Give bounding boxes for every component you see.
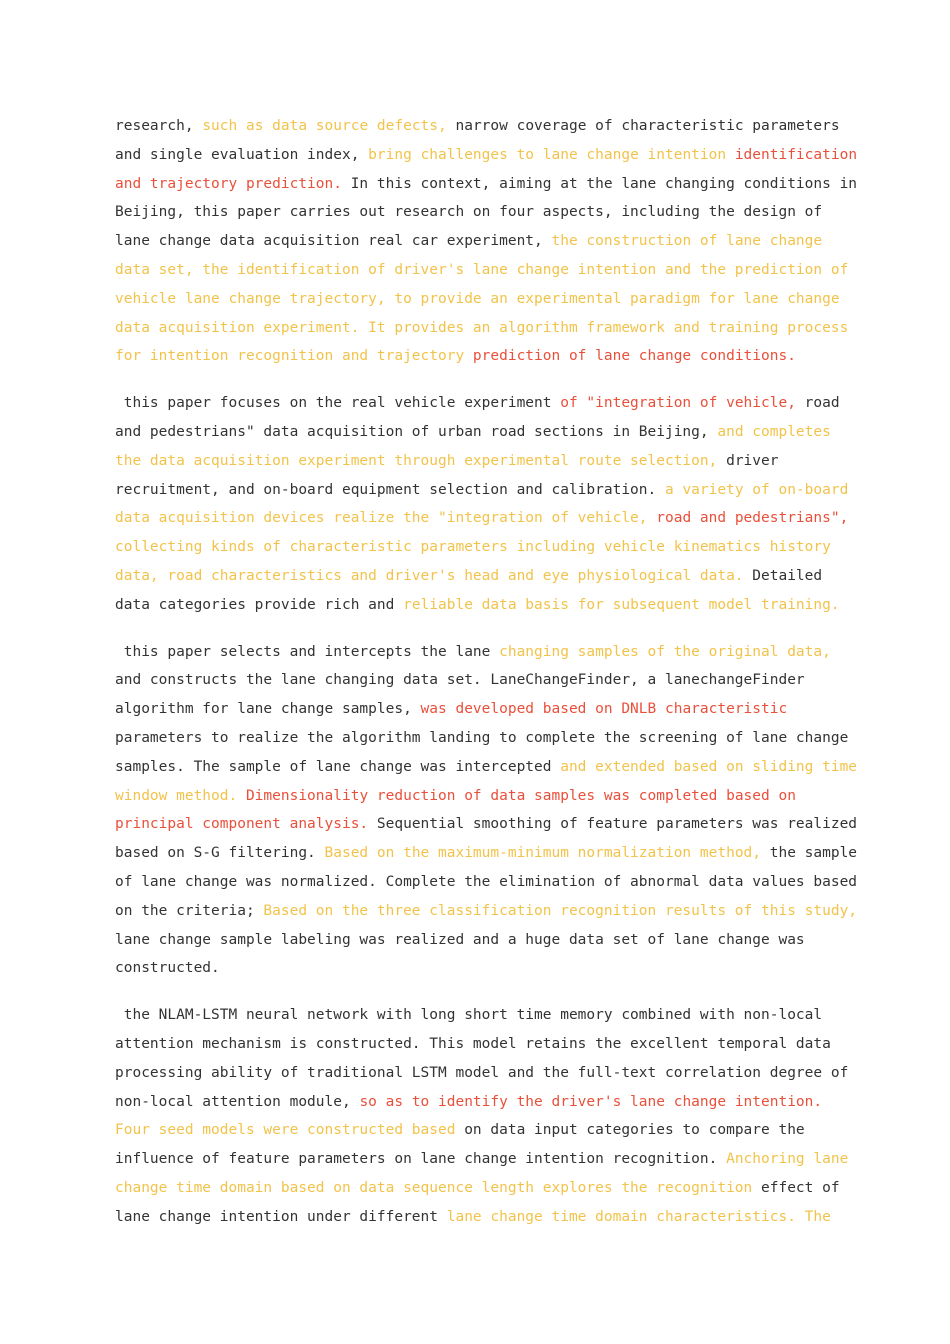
text-line [115,868,858,897]
text-line [115,724,849,753]
highlight-yellow-segment: for intention recognition and trajectory [115,348,473,365]
text-line [115,285,840,314]
highlight-yellow-segment: change time domain based on data sequence length explores the recognition [115,1179,762,1196]
text-segment: and single evaluation index, [115,146,369,163]
text-segment: lane change intention under different [115,1208,447,1225]
highlight-yellow-segment: vehicle lane change trajectory, to provide an experimental paradigm for lane change [115,290,840,307]
text-segment: non-local attention module, [115,1093,360,1110]
text-segment: lane change data acquisition real car experiment, [115,233,552,250]
text-segment: on the criteria; [115,902,264,919]
highlight-yellow-segment: such as data source defects, [202,118,456,134]
text-segment: effect of [761,1179,840,1196]
text-line [115,504,849,533]
text-line [115,389,840,418]
text-segment: this paper selects and intercepts the lane [115,643,500,660]
highlight-yellow-segment: changing samples of the original data, [499,643,831,660]
text-line [115,533,835,562]
text-line [115,256,849,285]
text-line [115,753,858,782]
text-segment: Detailed [752,567,823,584]
highlight-yellow-segment: data acquisition devices realize the "integration of vehicle, [115,510,657,527]
text-line [115,638,835,667]
text-line [115,227,835,256]
highlight-yellow-segment: data acquisition experiment. It provides an algorithm framework and training process [115,319,849,336]
highlight-yellow-segment: and completes [717,423,831,440]
text-line [115,1174,840,1203]
text-segment: the NLAM-LSTM neural network with long short time memory combined with non-local [115,1007,823,1024]
text-segment: the sample [769,845,858,862]
highlight-yellow-segment: reliable data basis for subsequent model training. [403,596,840,613]
highlight-yellow-segment: bring challenges to lane change intention [368,146,735,163]
highlight-yellow-segment: window method. [115,787,246,804]
highlight-red-segment: Dimensionality reduction of data samples was completed based on [245,787,796,804]
text-segment: constructed. [115,960,220,977]
text-segment: research, [115,118,203,134]
paragraph [115,112,858,371]
text-line [115,112,840,141]
text-segment: of lane change was normalized. Complete the elimination of abnormal data values based [115,873,858,890]
paragraph [115,638,858,984]
text-segment: processing ability of traditional LSTM model and the full-text correlation degree of [115,1064,849,1081]
text-line [115,897,858,926]
text-line [115,810,858,839]
text-segment: Beijing, this paper carries out research on four aspects, including the design of [115,204,823,221]
text-line [115,839,858,868]
highlight-red-segment: identification [734,146,858,163]
text-segment: road [804,395,840,412]
text-line [115,476,849,505]
highlight-red-segment: of "integration of vehicle, [560,395,805,412]
text-segment: narrow coverage of characteristic parameters [455,118,840,134]
text-line [115,447,835,476]
text-line [115,1203,835,1232]
text-segment: recruitment, and on-board equipment selection and calibration. [115,481,665,498]
text-segment: samples. The sample of lane change was intercepted [115,758,561,775]
highlight-yellow-segment: Based on the maximum-minimum normalization method, [324,845,770,862]
highlight-yellow-segment: Four seed models were constructed based [115,1122,465,1139]
text-line [115,591,840,620]
text-line [115,1059,849,1088]
text-line [115,926,835,955]
text-line [115,418,835,447]
highlight-red-segment: road and pedestrians", [656,510,849,527]
highlight-yellow-segment: data set, the identification of driver's lane change intention and the prediction of [115,261,849,278]
text-segment: In this context, aiming at the lane changing conditions in [350,175,858,192]
highlight-yellow-segment: data, road characteristics and driver's head and eye physiological data. [115,567,753,584]
text-segment: data categories provide rich and [115,596,404,613]
highlight-yellow-segment: Based on the three classification recognition results of this study, [263,902,858,919]
text-line [115,782,835,811]
highlight-red-segment: so as to identify the driver's lane change intention. [359,1093,823,1110]
text-line [115,954,835,983]
highlight-yellow-segment: Anchoring lane [726,1151,849,1168]
text-segment: this paper focuses on the real vehicle experiment [115,395,561,412]
text-line [115,1001,835,1030]
document-body [115,112,858,1249]
highlight-red-segment: and trajectory prediction. [115,175,351,192]
text-segment: lane change sample labeling was realized and a huge data set of lane change was [115,931,805,948]
text-line [115,1088,835,1117]
text-line [115,141,858,170]
text-segment: parameters to realize the algorithm landing to complete the screening of lane change [115,729,849,746]
text-line [115,695,835,724]
text-line [115,1116,835,1145]
highlight-yellow-segment: the data acquisition experiment through experimental route selection, [115,452,727,469]
highlight-yellow-segment: the construction of lane change [551,233,823,250]
text-segment: on data input categories to compare the [464,1122,805,1139]
text-line [115,314,849,343]
text-line [115,562,835,591]
text-segment: Sequential smoothing of feature parameters was realized [376,816,858,833]
text-segment: based on S-G filtering. [115,845,325,862]
text-segment: and constructs the lane changing data set. LaneChangeFinder, a lanechangeFinder [115,672,805,689]
text-segment: influence of feature parameters on lane change intention recognition. [115,1151,727,1168]
text-segment: algorithm for lane change samples, [115,701,421,718]
paragraph [115,1001,849,1231]
highlight-red-segment: prediction of lane change conditions. [472,348,796,365]
text-segment: driver [726,452,779,469]
text-line [115,1030,835,1059]
text-segment: attention mechanism is constructed. This model retains the excellent temporal data [115,1035,831,1052]
text-line [115,170,858,199]
highlight-red-segment: was developed based on DNLB characteristic [420,701,788,718]
highlight-yellow-segment: collecting kinds of characteristic parameters including vehicle kinematics history [115,539,831,556]
paragraph [115,389,849,619]
text-line [115,666,835,695]
highlight-red-segment: principal component analysis. [115,816,377,833]
highlight-yellow-segment: and extended based on sliding time [560,758,858,775]
text-line [115,1145,849,1174]
text-segment: and pedestrians" data acquisition of urban road sections in Beijing, [115,423,718,440]
text-line [115,342,835,371]
highlight-yellow-segment: lane change time domain characteristics. The [446,1208,831,1225]
highlight-yellow-segment: a variety of on-board [664,481,849,498]
text-line [115,198,835,227]
